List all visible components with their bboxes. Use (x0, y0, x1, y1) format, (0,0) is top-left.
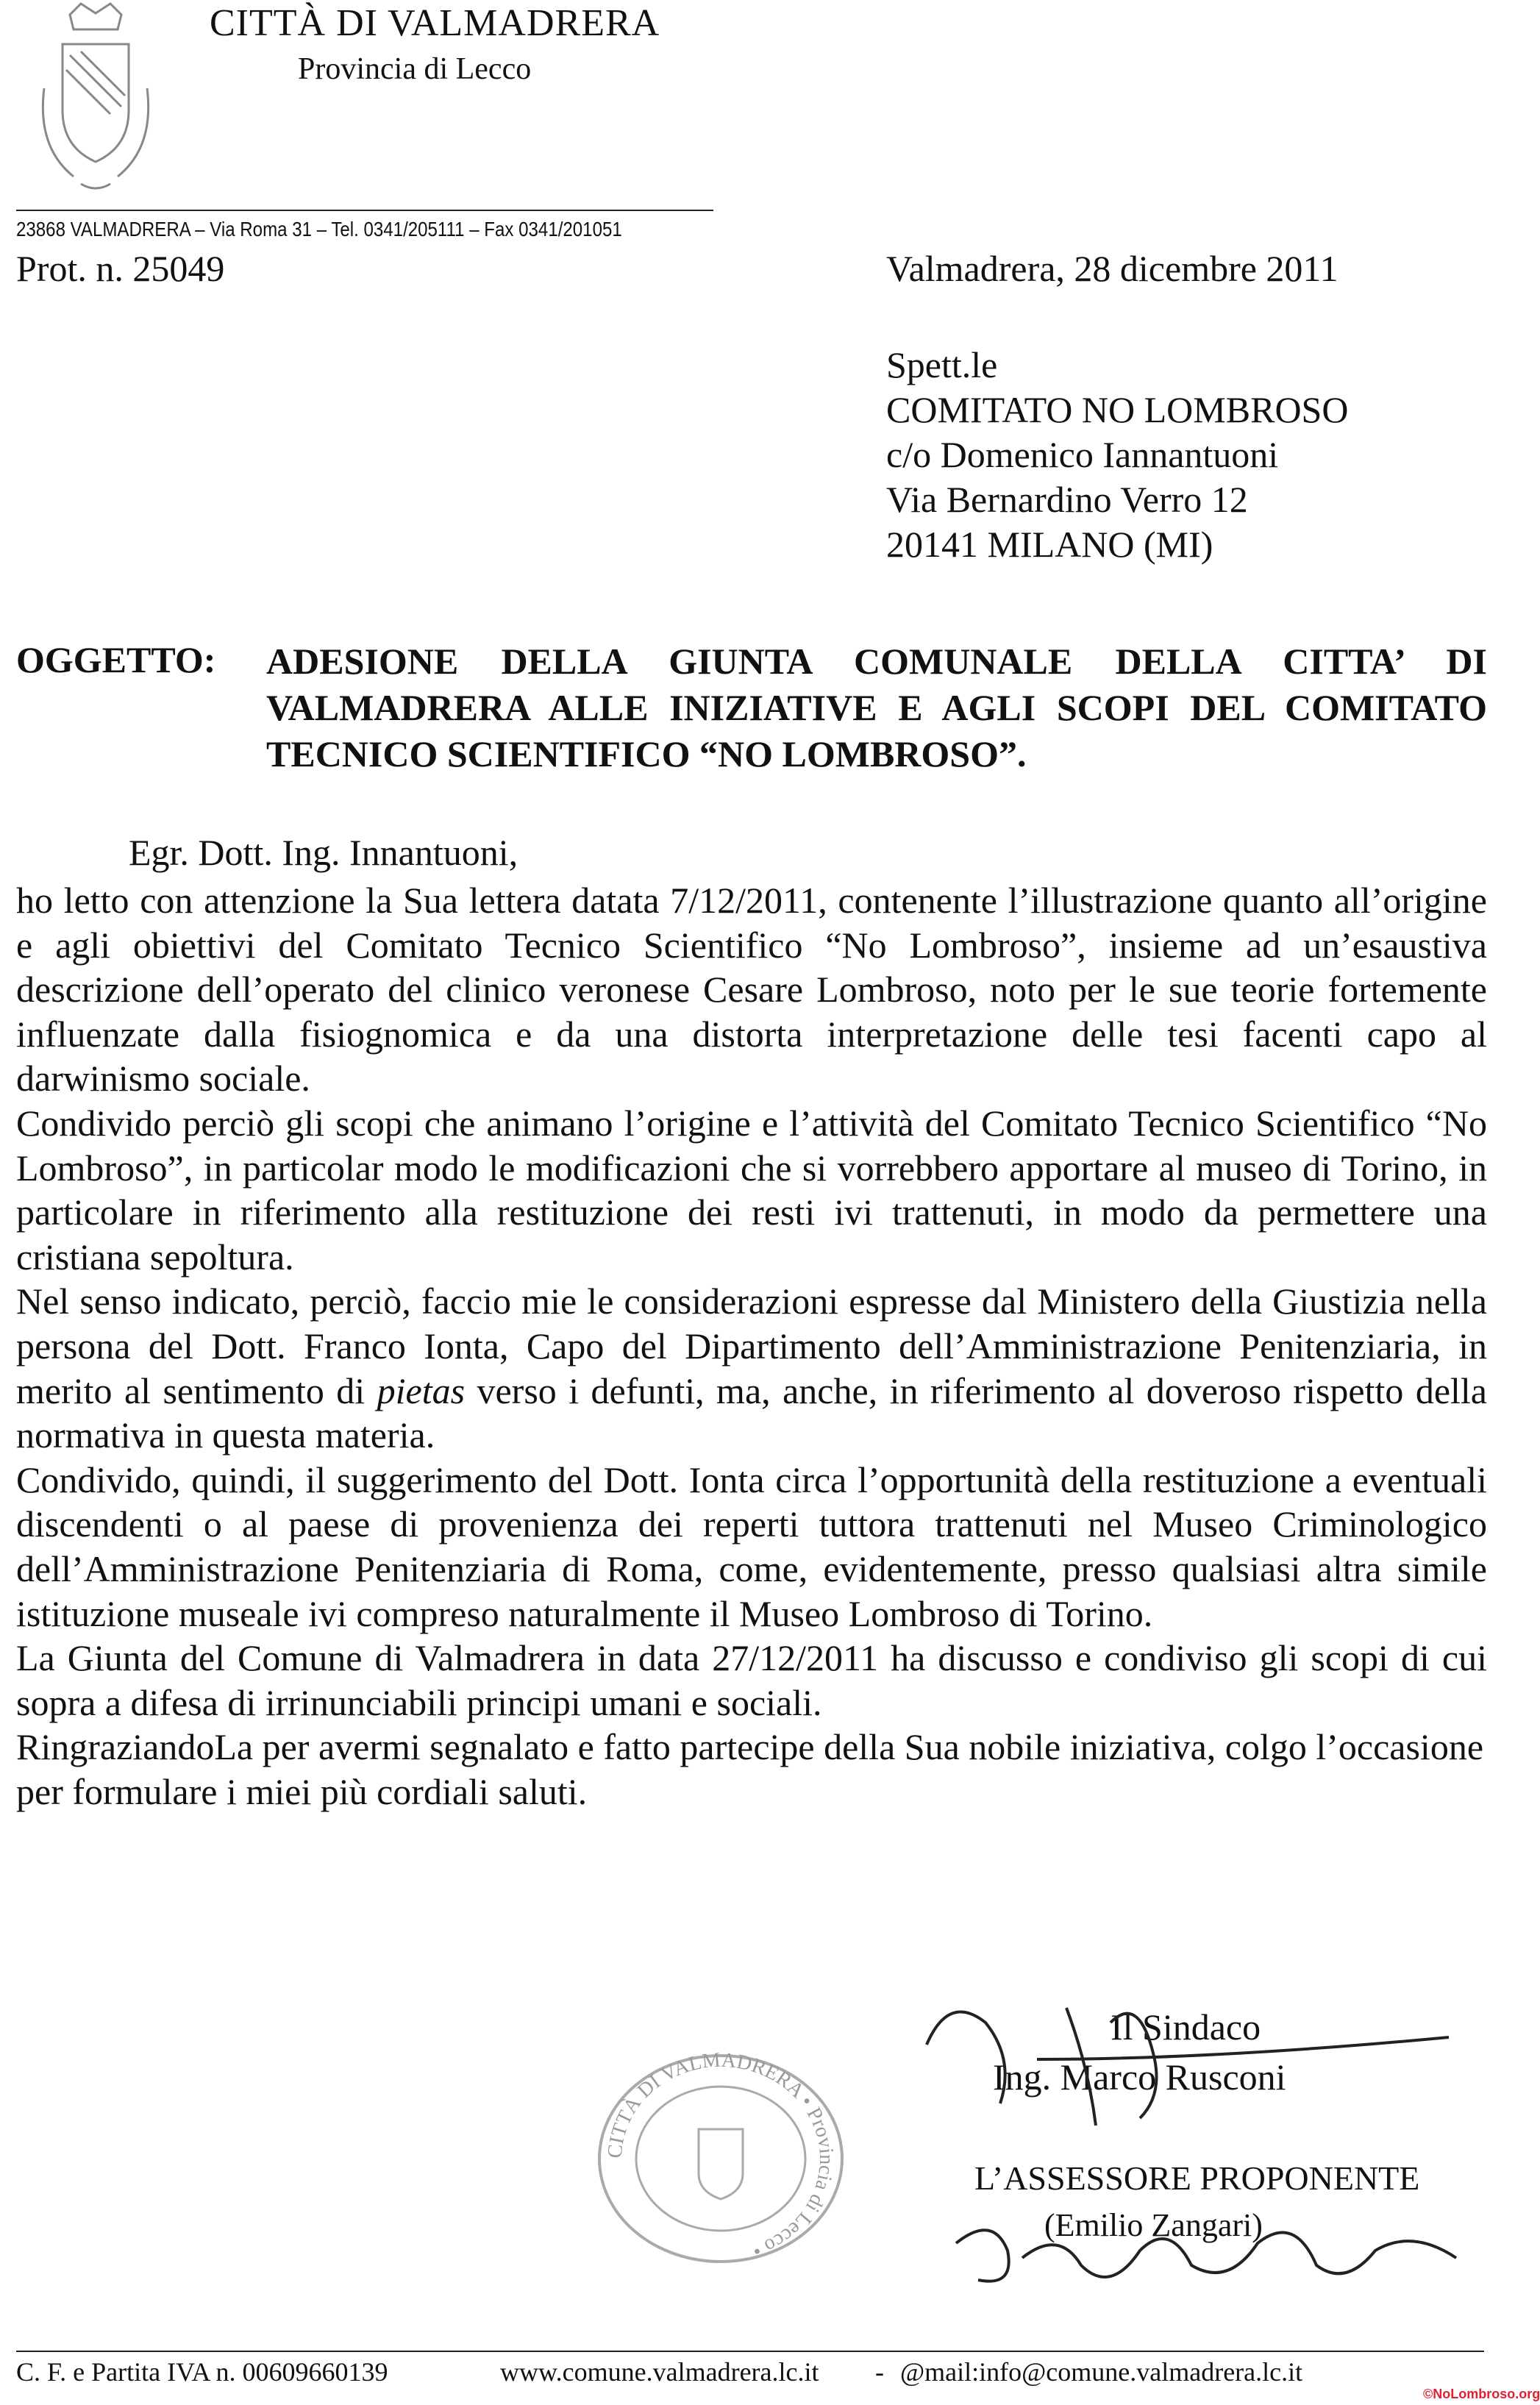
subject-text: ADESIONE DELLA GIUNTA COMUNALE DELLA CITTA’ DI VALMADRERA ALLE INIZIATIVE E AGLI SCOPI DEL COMITATO TECNICO SCIENTIFICO “NO LOMBROSO”. (266, 641, 1487, 774)
addressee-line: COMITATO NO LOMBROSO (886, 389, 1349, 430)
assessor-signature (949, 2199, 1464, 2302)
addressee-line: 20141 MILANO (MI) (886, 524, 1213, 565)
letterhead-divider (16, 210, 713, 211)
paragraph: RingraziandoLa per avermi segnalato e fatto partecipe della Sua nobile iniziativa, colgo l’occasione per formulare i miei più cordiali saluti. (16, 1726, 1484, 1812)
coat-of-arms-icon (29, 0, 162, 199)
footer-divider (16, 2351, 1484, 2352)
subject-label: OGGETTO: (16, 639, 216, 680)
italic-term: pietas (377, 1369, 466, 1411)
mayor-name: Ing. Marco Rusconi (993, 2056, 1286, 2098)
footer-website[interactable]: www.comune.valmadrera.lc.it (500, 2357, 819, 2387)
mayor-title: Il Sindaco (1111, 2006, 1261, 2048)
province-name: Provincia di Lecco (298, 52, 532, 86)
addressee-line: c/o Domenico Iannantuoni (886, 434, 1279, 475)
city-name: CITTÀ DI VALMADRERA (210, 2, 660, 44)
stamp-text: CITTÀ DI VALMADRERA • Provincia di Lecco • (603, 2048, 838, 2263)
assessor-name: (Emilio Zangari) (1044, 2207, 1263, 2243)
mayor-signature (919, 1978, 1478, 2140)
paragraph (16, 1279, 1487, 1457)
protocol-number: Prot. n. 25049 (16, 248, 225, 289)
footer-email[interactable]: @mail:info@comune.valmadrera.lc.it (900, 2357, 1303, 2387)
salutation: Egr. Dott. Ing. Innantuoni, (129, 832, 518, 873)
letter-body (16, 878, 1487, 1814)
footer-vat: C. F. e Partita IVA n. 00609660139 (16, 2357, 388, 2387)
municipal-seal-stamp (588, 2048, 853, 2269)
paragraph: Condivido perciò gli scopi che animano l’origine e l’attività del Comitato Tecnico Scientifico “No Lombroso”, in particolar modo le modificazioni che si vorrebbero apportare al museo di Torino, in particolare in riferimento alla restituzione dei resti ivi trattenuti, in modo da permettere una cristiana sepoltura. (16, 1102, 1487, 1278)
watermark: ©NoLombroso.org (1423, 2387, 1540, 2401)
letterhead-contacts: 23868 VALMADRERA – Via Roma 31 – Tel. 0341/205111 – Fax 0341/201051 (16, 218, 622, 240)
addressee-block (886, 343, 1348, 567)
footer-separator: - (875, 2357, 884, 2387)
addressee-line: Via Bernardino Verro 12 (886, 479, 1248, 520)
paragraph: La Giunta del Comune di Valmadrera in data 27/12/2011 ha discusso e condiviso gli scopi di cui sopra a difesa di irrinunciabili principi umani e sociali. (16, 1637, 1487, 1723)
paragraph: ho letto con attenzione la Sua lettera datata 7/12/2011, contenente l’illustrazione quanto all’origine e agli obiettivi del Comitato Tecnico Scientifico “No Lombroso”, insieme ad un’esaustiva descrizione dell’operato del clinico veronese Cesare Lombroso, noto per le sue teorie fortemente influenzate dalla fisiognomica e da una distorta interpretazione delle tesi facenti capo al darwinismo sociale. (16, 880, 1487, 1100)
assessor-title: L’ASSESSORE PROPONENTE (974, 2159, 1420, 2197)
paragraph: Condivido, quindi, il suggerimento del Dott. Ionta circa l’opportunità della restituzione a eventuali discendenti o al paese di provenienza dei reperti tuttora trattenuti nel Museo Criminologico dell’Amministrazione Penitenziaria di Roma, come, evidentemente, presso qualsiasi altra simile istituzione museale ivi compreso naturalmente il Museo Lombroso di Torino. (16, 1458, 1487, 1634)
paragraph-text: verso i defunti, ma, anche, in riferimento al doveroso rispetto della normativa in questa materia. (16, 1369, 1488, 1456)
letter-date: Valmadrera, 28 dicembre 2011 (886, 248, 1338, 289)
addressee-line: Spett.le (886, 344, 998, 385)
paragraph-text: Nel senso indicato, perciò, faccio mie le considerazioni espresse dal Ministero della Giustizia nella persona del Dott. Franco Ionta, Capo del Dipartimento dell’Amministrazione Penitenziaria, in merito al sentimento di (16, 1280, 1487, 1411)
